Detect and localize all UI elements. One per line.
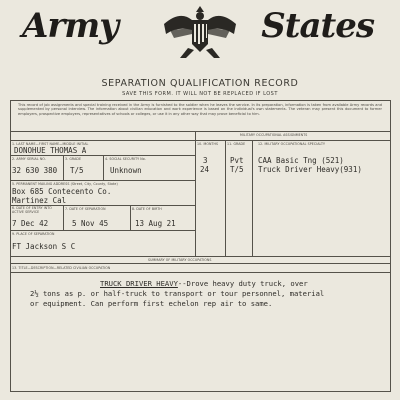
divider [63, 205, 64, 230]
label-summary: SUMMARY OF MILITARY OCCUPATIONS [148, 258, 212, 262]
eagle-seal-icon [160, 0, 240, 62]
divider [10, 272, 390, 273]
label-separation-date: 7. DATE OF SEPARATION [65, 207, 106, 211]
divider [10, 131, 390, 132]
summary-line-1 [100, 279, 308, 288]
assignment-specialty: CAA Basic Tng (521) [258, 156, 344, 165]
label-place: 9. PLACE OF SEPARATION [12, 232, 55, 236]
value-entry-date: 7 Dec 42 [12, 219, 49, 228]
divider [10, 263, 390, 264]
header-banner [0, 0, 400, 64]
summary-line-2: 2½ tons as p. or half-truck to transport or tour personnel, material [30, 289, 325, 298]
divider [130, 205, 131, 230]
value-separation-date: 5 Nov 45 [72, 219, 109, 228]
label-entry-date: 6. DATE OF ENTRY INTO ACTIVE SERVICE [12, 206, 52, 214]
label-military-assignments: MILITARY OCCUPATIONAL ASSIGNMENTS [240, 133, 308, 137]
value-birth-date: 13 Aug 21 [135, 219, 176, 228]
assignment-specialty: Truck Driver Heavy(931) [258, 165, 362, 174]
assignment-months: 24 [200, 165, 210, 174]
label-grade-11: 11. GRADE [227, 142, 246, 146]
divider [10, 180, 195, 181]
form-title: SEPARATION QUALIFICATION RECORD [101, 78, 299, 89]
summary-title: TRUCK DRIVER HEAVY [100, 279, 178, 288]
label-birth-date: 8. DATE OF BIRTH [132, 207, 162, 211]
divider [10, 140, 390, 141]
value-serial: 32 630 380 [12, 166, 58, 175]
value-ssn: Unknown [110, 166, 142, 175]
summary-line-3: or equipment. Can perform first echelon rep air to same. [30, 299, 273, 308]
divider [195, 131, 196, 256]
divider [63, 155, 64, 180]
divider [225, 140, 226, 256]
assignment-grade: T/5 [230, 165, 244, 174]
label-specialty: 12. MILITARY OCCUPATIONAL SPECIALTY [258, 142, 326, 146]
value-name: DONOHUE THOMAS A [14, 146, 87, 155]
divider [252, 140, 253, 256]
label-ssn: 4. SOCIAL SECURITY No. [105, 157, 146, 161]
value-address-line1: Box 685 Contecento Co. [12, 187, 112, 196]
label-address: 5. PERMANENT MAILING ADDRESS (Street, City, County, State) [12, 182, 118, 186]
label-name: 1. LAST NAME—FIRST NAME—MIDDLE INITIAL [12, 142, 89, 146]
value-address-line2: Martinez Cal [12, 196, 67, 205]
label-serial: 2. ARMY SERIAL NO. [12, 157, 46, 161]
banner-left-word: Army [22, 6, 119, 46]
value-grade: T/5 [70, 166, 84, 175]
label-title-description: 13. TITLE—DESCRIPTION—RELATED CIVILIAN OCCUPATION [12, 266, 111, 270]
divider [103, 155, 104, 180]
assignment-months: 3 [203, 156, 208, 165]
value-place: FT Jackson S C [12, 242, 76, 251]
divider [10, 230, 195, 231]
form-subtitle: SAVE THIS FORM. IT WILL NOT BE REPLACED IF LOST [122, 91, 278, 97]
assignment-grade: Pvt [230, 156, 244, 165]
label-months: 10. MONTHS [197, 142, 219, 146]
intro-paragraph: This record of job assignments and special training received in the Army is furnished to the soldier when he leaves the service. In its preparation, information is taken from available Army records and supplemented by personal interview. The information about civilian education and work experience is based on the individual's own statements. The veteran may present this document to former employers, prospective employers, representatives of schools or colleges, or use it in any other way that may prove beneficial to him. [18, 103, 382, 116]
banner-right-word: States [261, 6, 374, 46]
divider [10, 256, 390, 257]
summary-line-1-text: --Drove heavy duty truck, over [177, 279, 308, 288]
label-grade: 3. GRADE [65, 157, 82, 161]
